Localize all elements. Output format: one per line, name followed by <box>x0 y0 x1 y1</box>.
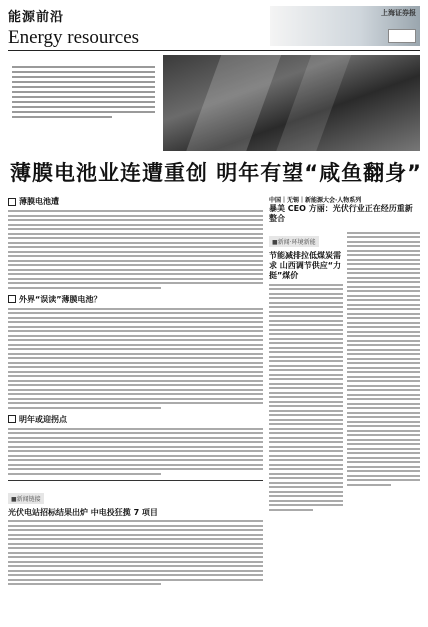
right-kicker: 中国｜无锡｜新能源大会·人物系列 <box>269 197 362 204</box>
solar-panel-photo <box>163 55 420 151</box>
page-badge <box>388 29 416 43</box>
right-col-b <box>347 229 421 513</box>
body-area <box>8 191 420 588</box>
hero <box>8 55 420 151</box>
section-name: 能源前沿 <box>8 10 65 25</box>
section-name-en: Energy resources <box>8 27 140 48</box>
right-articles <box>269 191 420 588</box>
intro-text <box>8 55 163 151</box>
masthead <box>8 6 420 51</box>
right-small-headline: 节能减排拉低煤炭需求 山西调节供应“力挺”煤价 <box>269 251 342 280</box>
section-divider <box>8 480 263 481</box>
subhead-2: 外界“误读”薄膜电池？ <box>8 294 263 305</box>
main-headline: 薄膜电池业连遭重创 明年有望“咸鱼翻身” <box>10 161 422 185</box>
subhead-1: 薄膜电池遭 <box>8 196 263 207</box>
masthead-left <box>8 6 238 49</box>
paper-logo: 上海证券报 <box>381 9 416 17</box>
news-link-tag: ■新闻链接 <box>8 493 44 504</box>
subhead-3: 明年或迎拐点 <box>8 414 263 425</box>
right-col-a <box>269 229 343 513</box>
right-title: 暴美 CEO 方丽：光伏行业正在经历重新整合 <box>269 204 413 223</box>
bottom-headline: 光伏电站招标结果出炉 中电投狂揽 7 项目 <box>8 507 158 517</box>
square-bullet-icon <box>8 295 16 303</box>
square-bullet-icon <box>8 198 16 206</box>
right-text-columns <box>269 229 420 513</box>
masthead-banner <box>270 6 420 46</box>
square-bullet-icon <box>8 415 16 423</box>
right-top-story <box>269 195 420 229</box>
left-article <box>8 191 263 588</box>
section-tag: ■新闻·环境新能 <box>269 236 319 247</box>
